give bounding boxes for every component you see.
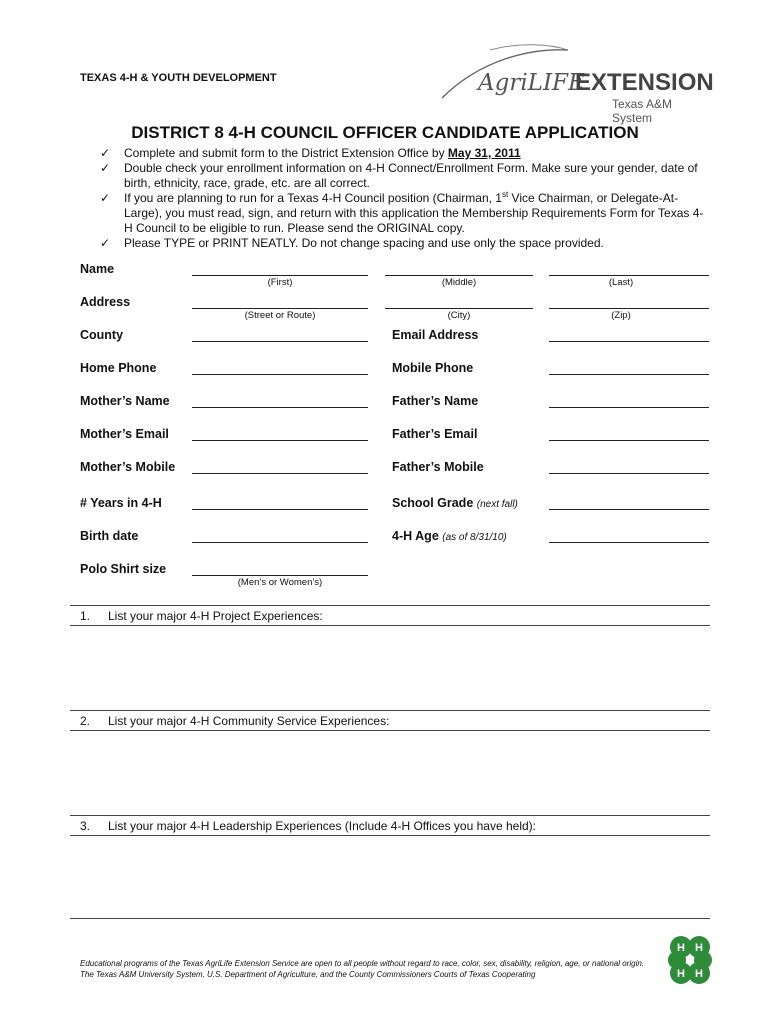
four-leaf-clover-icon (662, 932, 718, 988)
middle-name-field[interactable] (385, 275, 533, 276)
deadline-date: May 31, 2011 (447, 146, 521, 160)
divider (70, 835, 710, 836)
mothers-name-label: Mother’s Name (80, 394, 170, 408)
agrilife-logo (440, 40, 714, 125)
polo-field[interactable] (192, 575, 368, 576)
divider (70, 710, 710, 711)
divider (70, 730, 710, 731)
svg-text:H: H (695, 942, 703, 954)
birth-date-field[interactable] (192, 542, 368, 543)
email-field[interactable] (549, 341, 709, 342)
home-phone-field[interactable] (192, 374, 368, 375)
instructions-list (100, 146, 710, 251)
fathers-name-label: Father’s Name (392, 394, 479, 408)
question-text: List your major 4-H Leadership Experiences (Include 4-H Offices you have held): (108, 819, 536, 833)
svg-text:H: H (677, 942, 685, 954)
logo-extension-text: EXTENSION (575, 69, 714, 96)
divider (70, 815, 710, 816)
fathers-email-label: Father’s Email (392, 427, 478, 441)
fathers-mobile-field[interactable] (549, 473, 709, 474)
first-caption: (First) (267, 277, 293, 288)
school-grade-field[interactable] (549, 509, 709, 510)
leadership-area[interactable] (70, 837, 710, 915)
instruction-text: If you are planning to run for a Texas 4-H Council position (Chairman, 1 (124, 191, 502, 205)
instruction-text: Complete and submit form to the District Extension Office by (124, 146, 448, 160)
footer-disclaimer (80, 958, 670, 980)
age-note: (as of 8/31/10) (442, 532, 507, 543)
checkmark-icon: ✓ (100, 191, 111, 205)
project-experiences-area[interactable] (70, 627, 710, 707)
divider (70, 605, 710, 606)
school-grade-text: School Grade (392, 496, 474, 510)
city-field[interactable] (385, 308, 533, 309)
instruction-item (100, 191, 710, 236)
address-label: Address (80, 295, 131, 309)
mothers-email-field[interactable] (192, 440, 368, 441)
name-label: Name (80, 262, 115, 276)
mothers-mobile-label: Mother’s Mobile (80, 460, 176, 474)
school-grade-label (392, 496, 518, 510)
footer-line: The Texas A&M University System, U.S. Department of Agriculture, and the County Commissioners Courts of Texas Cooperating (80, 970, 536, 979)
last-name-field[interactable] (549, 275, 709, 276)
question-number: 1. (80, 609, 91, 623)
logo-agri-text: AgriLIFE (478, 70, 585, 96)
checkmark-icon: ✓ (100, 161, 111, 175)
superscript: st (501, 190, 509, 199)
instruction-item (100, 161, 710, 191)
instruction-text: Double check your enrollment information on 4-H Connect/Enrollment Form. Make sure your gender, date of birth, ethnicity, race, grade, etc. are all correct. (124, 161, 698, 190)
organization-name: TEXAS 4-H & YOUTH DEVELOPMENT (80, 72, 277, 84)
years-field[interactable] (192, 509, 368, 510)
divider (70, 625, 710, 626)
question-2 (80, 714, 389, 728)
mothers-mobile-field[interactable] (192, 473, 368, 474)
mothers-email-label: Mother’s Email (80, 427, 169, 441)
last-caption: (Last) (608, 277, 634, 288)
fathers-mobile-label: Father’s Mobile (392, 460, 484, 474)
mothers-name-field[interactable] (192, 407, 368, 408)
county-label: County (80, 328, 124, 342)
mobile-phone-field[interactable] (549, 374, 709, 375)
question-3 (80, 819, 536, 833)
email-label: Email Address (392, 328, 479, 342)
question-text: List your major 4-H Project Experiences: (108, 609, 323, 623)
fathers-email-field[interactable] (549, 440, 709, 441)
middle-caption: (Middle) (441, 277, 477, 288)
home-phone-label: Home Phone (80, 361, 157, 375)
street-field[interactable] (192, 308, 368, 309)
logo-subtitle: Texas A&M System (612, 97, 673, 125)
street-caption: (Street or Route) (244, 310, 316, 321)
birth-date-label: Birth date (80, 529, 139, 543)
zip-caption: (Zip) (611, 310, 631, 321)
community-service-area[interactable] (70, 732, 710, 812)
checkmark-icon: ✓ (100, 236, 111, 250)
question-number: 2. (80, 714, 91, 728)
county-field[interactable] (192, 341, 368, 342)
divider (70, 918, 710, 919)
polo-label: Polo Shirt size (80, 562, 167, 576)
question-text: List your major 4-H Community Service Experiences: (108, 714, 390, 728)
age-field[interactable] (549, 542, 709, 543)
footer-line: Educational programs of the Texas AgriLife Extension Service are open to all people without regard to race, color, sex, disability, religion, age, or national origin. (80, 959, 645, 968)
instruction-text: Vice Chairman, or Delegate-At-Large), you must read, sign, and return with this application the Membership Requirements Form for Texas 4-H Council to be eligible to run. Please send the ORIGINAL copy. (124, 191, 704, 235)
instruction-item (100, 146, 710, 161)
svg-text:H: H (695, 968, 703, 980)
city-caption: (City) (447, 310, 471, 321)
school-grade-note: (next fall) (476, 499, 518, 510)
question-number: 3. (80, 819, 91, 833)
zip-field[interactable] (549, 308, 709, 309)
page-title: DISTRICT 8 4-H COUNCIL OFFICER CANDIDATE APPLICATION (131, 123, 639, 142)
question-1 (80, 609, 323, 623)
age-label (392, 529, 507, 543)
years-label: # Years in 4-H (80, 496, 162, 510)
fathers-name-field[interactable] (549, 407, 709, 408)
instruction-text: Please TYPE or PRINT NEATLY. Do not change spacing and use only the space provided. (124, 236, 604, 250)
instruction-item (100, 236, 710, 251)
first-name-field[interactable] (192, 275, 368, 276)
polo-caption: (Men’s or Women’s) (237, 577, 323, 588)
age-text: 4-H Age (392, 529, 439, 543)
svg-text:H: H (677, 968, 685, 980)
mobile-phone-label: Mobile Phone (392, 361, 474, 375)
checkmark-icon: ✓ (100, 146, 111, 160)
